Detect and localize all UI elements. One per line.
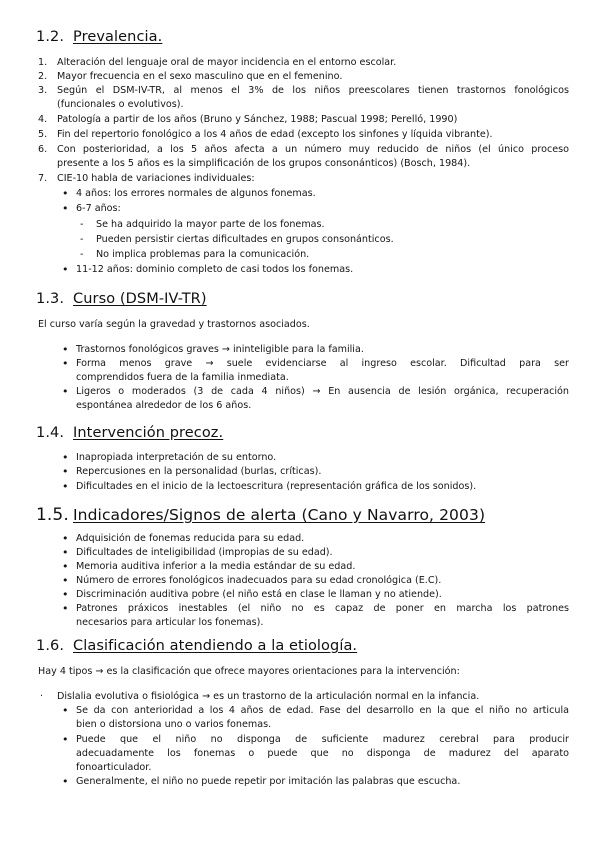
bullet-icon: •: [62, 602, 69, 615]
section-number: 1.5.: [36, 505, 69, 525]
section-number: 1.3.: [36, 291, 65, 307]
list-item: Inapropiada interpretación de su entorno.: [76, 452, 277, 463]
list-number: 6.: [38, 144, 48, 155]
list-item-line: Patrones práxicos inestables (el niño no es capaz de poner en marcha los patrones: [76, 603, 569, 614]
bullet-icon: •: [62, 588, 69, 601]
bullet-icon: •: [62, 546, 69, 559]
list-item: Generalmente, el niño no puede repetir por imitación las palabras que escucha.: [76, 776, 461, 787]
list-item-line: Según el DSM-IV-TR, al menos el 3% de los niños preescolares tienen trastornos fonológicos: [57, 85, 569, 96]
small-dot-icon: ·: [40, 691, 44, 702]
section-heading-prevalencia: [36, 29, 162, 45]
list-item-line: Con posterioridad, a los 5 años afecta a un número muy reducido de niños (el único proceso: [57, 144, 569, 155]
sub-list-item: 6-7 años:: [76, 203, 121, 214]
list-item-line: Forma menos grave → suele evidenciarse al ingreso escolar. Dificultad para ser: [76, 358, 569, 369]
bullet-icon: •: [62, 202, 69, 215]
list-item-line: adecuadamente los fonemas o puede que no disponga de madurez del aparato: [76, 748, 569, 759]
section-title: Prevalencia.: [73, 29, 163, 45]
section-heading-intervencion: [36, 425, 223, 441]
list-number: 2.: [38, 71, 48, 82]
bullet-icon: •: [62, 775, 69, 788]
list-item-line: espontánea alrededor de los 6 años.: [76, 400, 252, 411]
list-item: Dificultades de inteligibilidad (impropias de su edad).: [76, 547, 333, 558]
list-item: Alteración del lenguaje oral de mayor incidencia en el entorno escolar.: [57, 57, 397, 68]
sub-list-item: 4 años: los errores normales de algunos fonemas.: [76, 188, 316, 199]
section-heading-clasificacion: [36, 638, 357, 654]
section-heading-indicadores: [36, 505, 485, 525]
dash-icon: -: [80, 234, 84, 245]
list-item-line: Puede que el niño no disponga de suficiente madurez cerebral para producir: [76, 734, 569, 745]
bullet-icon: •: [62, 343, 69, 356]
list-number: 3.: [38, 85, 48, 96]
list-item-line: Se da con anterioridad a los 4 años de edad. Fase del desarrollo en la que el niño no articula: [76, 705, 569, 716]
bullet-icon: •: [62, 733, 69, 746]
bullet-icon: •: [62, 187, 69, 200]
bullet-icon: •: [62, 465, 69, 478]
list-item: Repercusiones en la personalidad (burlas, críticas).: [76, 466, 322, 477]
list-item: Número de errores fonológicos inadecuados para su edad cronológica (E.C).: [76, 575, 442, 586]
paragraph: Hay 4 tipos → es la clasificación que ofrece mayores orientaciones para la intervención:: [38, 666, 460, 677]
bullet-icon: •: [62, 385, 69, 398]
list-number: 7.: [38, 173, 48, 184]
list-item-line: bien o distorsiona uno o varios fonemas.: [76, 719, 272, 730]
list-item: Fin del repertorio fonológico a los 4 años de edad (excepto los sinfones y líquida vibrante).: [57, 129, 493, 140]
list-number: 4.: [38, 114, 48, 125]
list-item: Adquisición de fonemas reducida para su edad.: [76, 533, 305, 544]
bullet-icon: •: [62, 480, 69, 493]
section-number: 1.4.: [36, 425, 65, 441]
list-item: Patología a partir de los años (Bruno y Sánchez, 1988; Pascual 1998; Perelló, 1990): [57, 114, 458, 125]
list-item-line: Ligeros o moderados (3 de cada 4 niños) → En ausencia de lesión orgánica, recuperación: [76, 386, 569, 397]
list-item-line: necesarios para articular los fonemas).: [76, 617, 264, 628]
section-title: Intervención precoz.: [73, 425, 224, 441]
list-item-line: fonoarticulador.: [76, 762, 152, 773]
list-number: 5.: [38, 129, 48, 140]
bullet-icon: •: [62, 263, 69, 276]
list-number: 1.: [38, 57, 48, 68]
section-title: Clasificación atendiendo a la etiología.: [73, 638, 358, 654]
list-item: Mayor frecuencia en el sexo masculino que en el femenino.: [57, 71, 343, 82]
list-item-line: presente a los 5 años es la simplificación de los grupos consonánticos) (Bosch, 1984).: [57, 158, 471, 169]
bullet-icon: •: [62, 704, 69, 717]
sub-sub-list-item: Se ha adquirido la mayor parte de los fonemas.: [96, 219, 325, 230]
list-item: CIE-10 habla de variaciones individuales:: [57, 173, 255, 184]
bullet-icon: •: [62, 560, 69, 573]
section-heading-curso: [36, 291, 207, 307]
section-number: 1.2.: [36, 29, 65, 45]
bullet-icon: •: [62, 532, 69, 545]
section-title: Indicadores/Signos de alerta (Cano y Navarro, 2003): [73, 506, 486, 524]
list-item: Discriminación auditiva pobre (el niño está en clase le llaman y no atiende).: [76, 589, 442, 600]
sub-list-item: 11-12 años: dominio completo de casi todos los fonemas.: [76, 264, 354, 275]
dash-icon: -: [80, 219, 84, 230]
list-item: Trastornos fonológicos graves → ininteligible para la familia.: [76, 344, 364, 355]
dash-icon: -: [80, 249, 84, 260]
bullet-icon: •: [62, 574, 69, 587]
bullet-icon: •: [62, 357, 69, 370]
list-item-line: (funcionales o evolutivos).: [57, 99, 184, 110]
sub-sub-list-item: Pueden persistir ciertas dificultades en grupos consonánticos.: [96, 234, 394, 245]
list-item: Dislalia evolutiva o fisiológica → es un trastorno de la articulación normal en la infancia.: [57, 691, 480, 702]
bullet-icon: •: [62, 451, 69, 464]
section-number: 1.6.: [36, 638, 65, 654]
paragraph: El curso varía según la gravedad y trastornos asociados.: [38, 319, 310, 330]
list-item: Memoria auditiva inferior a la media estándar de su edad.: [76, 561, 356, 572]
list-item-line: comprendidos fuera de la familia inmediata.: [76, 372, 289, 383]
list-item: Dificultades en el inicio de la lectoescritura (representación gráfica de los sonidos).: [76, 481, 477, 492]
sub-sub-list-item: No implica problemas para la comunicación.: [96, 249, 310, 260]
section-title: Curso (DSM-IV-TR): [73, 291, 207, 307]
